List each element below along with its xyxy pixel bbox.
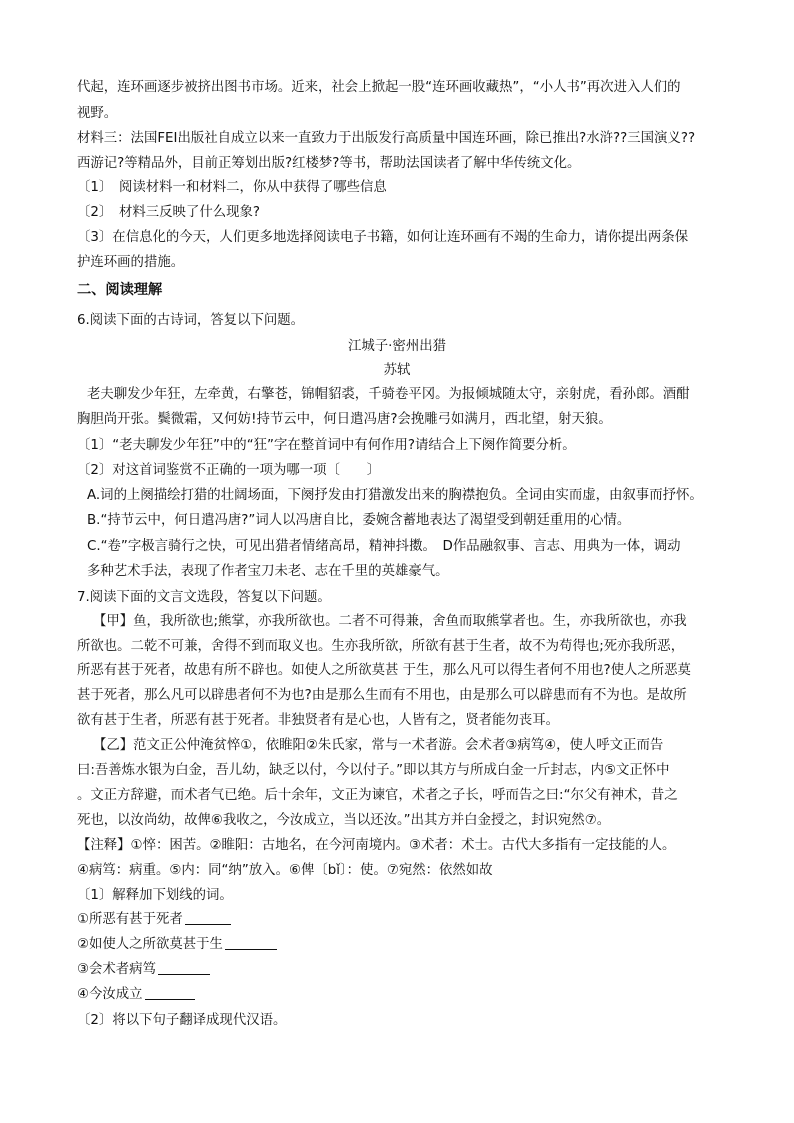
- section-heading: 二、阅读理解: [77, 282, 163, 298]
- question-line: 护连环画的措施。: [77, 255, 185, 270]
- fill-blank-item: [77, 985, 195, 1005]
- text-line: 视野。: [77, 106, 118, 121]
- question-line: 〔2〕对这首词鉴赏不正确的一项为哪一项〔 〕: [77, 463, 381, 478]
- question-line: 〔2〕将以下句子翻译成现代汉语。: [77, 1013, 287, 1028]
- passage-line: 【甲】鱼，我所欲也;熊掌，亦我所欲也。二者不可得兼，舍鱼而取熊掌者也。生，亦我所欲也，亦我: [93, 614, 687, 629]
- annotation-line: ④病笃：病重。⑤内：同“纳”放入。⑥俾〔bǐ〕：使。⑦宛然：依然如故: [77, 863, 493, 878]
- option-b: B.“持节云中，何日遣冯唐?”词人以冯唐自比，委婉含蓄地表达了渴望受到朝廷重用的心情。: [87, 513, 631, 528]
- passage-line: 甚于死者，那么凡可以辟患者何不为也?由是那么生而有不用也，由是那么可以辟患而有不为也。是故所: [77, 688, 687, 703]
- option-a: A.词的上阕描绘打猎的壮阔场面，下阕抒发由打猎激发出来的胸襟抱负。全词由实而虚，由叙事而抒怀。: [87, 488, 703, 503]
- poem-line: 老夫聊发少年狂，左牵黄，右擎苍，锦帽貂裘，千骑卷平冈。为报倾城随太守，亲射虎，看孙郎。酒酣: [87, 387, 690, 402]
- fill-blank-item: [77, 935, 277, 955]
- poem-line: 胸胆尚开张。鬓微霜，又何妨!持节云中，何日遣冯唐?会挽雕弓如满月，西北望，射天狼。: [77, 412, 612, 427]
- fill-blank-item: [77, 960, 210, 980]
- question-line: 〔1〕解释加下划线的词。: [77, 888, 233, 903]
- text-line: 代起，连环画逐步被挤出图书市场。近来，社会上掀起一股“连环画收藏热”，“小人书”再次进入人们的: [77, 80, 681, 95]
- text-line: 西游记?等精品外，目前正筹划出版?红楼梦?等书，帮助法国读者了解中华传统文化。: [77, 156, 581, 171]
- question-line: 6.阅读下面的古诗词，答复以下问题。: [77, 313, 305, 328]
- option-d-cont: 多种艺术手法，表现了作者宝刀未老、志在千里的英雄豪气。: [87, 564, 449, 579]
- text-line: 材料三：法国FEI出版社自成立以来一直致力于出版发行高质量中国连环画，除已推出?水浒??三国演义??: [77, 131, 696, 146]
- passage-line: 死也，以汝尚幼，故俾⑥我收之，今汝成立，当以还汝。”出其方并白金授之，封识宛然⑦。: [77, 813, 611, 828]
- answer-blank[interactable]: [145, 985, 195, 1000]
- fill-blank-text: ③会术者病笃: [77, 962, 156, 977]
- fill-blank-text: ②如使人之所欲莫甚于生: [77, 937, 223, 952]
- question-line: 〔1〕 阅读材料一和材料二，你从中获得了哪些信息: [77, 180, 387, 195]
- passage-line: 欲有甚于生者，所恶有甚于死者。非独贤者有是心也，人皆有之，贤者能勿丧耳。: [77, 713, 560, 728]
- question-line: 7.阅读下面的文言文选段，答复以下问题。: [77, 590, 331, 605]
- passage-line: 所欲也。二乾不可兼，舍得不到而取义也。生亦我所欲，所欲有甚于生者，故不为苟得也;死亦我所恶，: [77, 639, 685, 654]
- option-c-d: C.“卷”字极言骑行之快，可见出猎者情绪高昂，精神抖擞。 D作品融叙事、言志、用典为一体，调动: [87, 539, 681, 554]
- passage-line: 。文正方辞避，而术者气已绝。后十余年，文正为谏官，术者之子长，呼而告之曰:“尔父有神术，昔之: [77, 788, 678, 803]
- fill-blank-item: [77, 910, 231, 930]
- fill-blank-text: ④今汝成立: [77, 987, 143, 1002]
- question-line: 〔3〕在信息化的今天，人们更多地选择阅读电子书籍，如何让连环画有不竭的生命力，请你提出两条保: [77, 230, 689, 245]
- passage-line: 【乙】范文正公仲淹贫悴①，依睢阳②朱氏家，常与一术者游。会术者③病笃④，使人呼文正而告: [93, 738, 664, 753]
- answer-blank[interactable]: [225, 935, 277, 950]
- annotation-line: 【注释】①悴：困苦。②睢阳：古地名，在今河南境内。③术者：术士。古代大多指有一定技能的人。: [77, 838, 676, 853]
- question-line: 〔1〕“老夫聊发少年狂”中的“狂”字在整首词中有何作用?请结合上下阕作简要分析。: [77, 438, 576, 453]
- poem-title: 江城子·密州出猎: [348, 339, 446, 354]
- poem-author: 苏轼: [383, 363, 411, 378]
- question-line: 〔2〕 材料三反映了什么现象?: [77, 205, 261, 220]
- answer-blank[interactable]: [185, 910, 231, 925]
- fill-blank-text: ①所恶有甚于死者: [77, 912, 183, 927]
- answer-blank[interactable]: [158, 960, 210, 975]
- passage-line: 曰:吾善炼水银为白金，吾儿幼，缺乏以付，今以付子。”即以其方与所成白金一斤封志，内⑤文正怀中: [77, 763, 670, 778]
- passage-line: 所恶有甚于死者，故患有所不辟也。如使人之所欲莫甚 于生，那么凡可以得生者何不用也?使人之所恶莫: [77, 663, 691, 678]
